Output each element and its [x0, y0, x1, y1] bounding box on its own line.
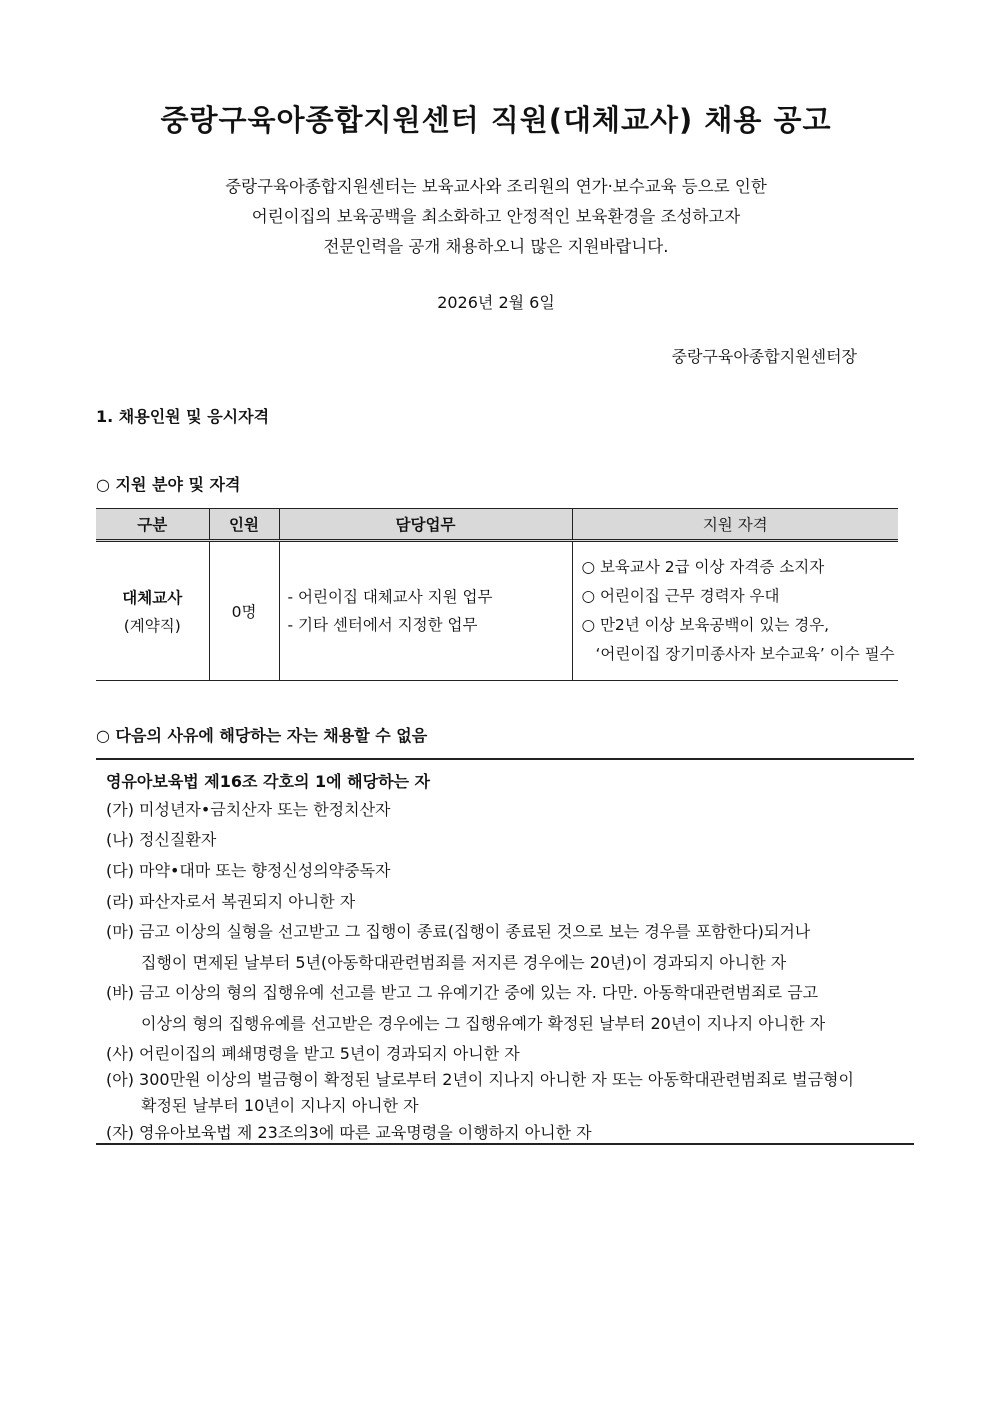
disqualification-item-continued: 이상의 형의 집행유예를 선고받은 경우에는 그 집행유예가 확정된 날부터 20년이 지나지 아니한 자: [141, 1014, 826, 1033]
header-cell: 구분: [96, 509, 209, 541]
disqualification-item: (사) 어린이집의 폐쇄명령을 받고 5년이 경과되지 아니한 자: [106, 1044, 520, 1063]
role-cell: [96, 541, 209, 681]
duties-cell: [279, 541, 572, 681]
table-header-row: [96, 509, 898, 541]
announcement-date: 2026년 2월 6일: [437, 293, 555, 312]
role-title: 대체교사: [122, 589, 183, 607]
intro-paragraph: [0, 172, 992, 262]
section-heading: 1. 채용인원 및 응시자격: [96, 407, 270, 426]
signer: 중랑구육아종합지원센터장: [671, 347, 857, 366]
qualification-item: ○ 어린이집 근무 경력자 우대: [581, 587, 780, 605]
subsection-heading: ○ 지원 분야 및 자격: [96, 475, 241, 494]
disqualification-item: (나) 정신질환자: [106, 830, 217, 849]
duty-item: - 기타 센터에서 지정한 업무: [287, 616, 478, 634]
disqualification-item: (라) 파산자로서 복권되지 아니한 자: [106, 892, 356, 911]
table-row: [96, 541, 898, 681]
disqualification-item: (다) 마약•대마 또는 향정신성의약중독자: [106, 861, 391, 880]
qualification-item: ○ 만2년 이상 보육공백이 있는 경우,: [581, 616, 830, 634]
duty-item: - 어린이집 대체교사 지원 업무: [287, 588, 493, 606]
role-note: (계약직): [123, 617, 181, 635]
header-cell: 지원 자격: [572, 509, 898, 541]
disqualification-item-continued: 집행이 면제된 날부터 5년(아동학대관련범죄를 저지른 경우에는 20년)이 경과되지 아니한 자: [141, 953, 787, 972]
header-cell: 담당업무: [279, 509, 572, 541]
qualifications-cell: [572, 541, 898, 681]
page-title: 중랑구육아종합지원센터 직원(대체교사) 채용 공고: [160, 103, 832, 137]
disqualification-item-continued: 확정된 날부터 10년이 지나지 아니한 자: [141, 1096, 419, 1115]
qualification-item: ‘어린이집 장기미종사자 보수교육’ 이수 필수: [595, 645, 895, 663]
intro-line: 중랑구육아종합지원센터는 보육교사와 조리원의 연가·보수교육 등으로 인한: [225, 177, 767, 196]
disqualification-item: (자) 영유아보육법 제 23조의3에 따른 교육명령을 이행하지 아니한 자: [106, 1123, 592, 1142]
disqualification-item: (아) 300만원 이상의 벌금형이 확정된 날로부터 2년이 지나지 아니한 자 또는 아동학대관련범죄로 벌금형이: [106, 1070, 854, 1089]
count-cell: 0명: [209, 541, 279, 681]
qualification-item: ○ 보육교사 2급 이상 자격증 소지자: [581, 558, 825, 576]
intro-line: 어린이집의 보육공백을 최소화하고 안정적인 보육환경을 조성하고자: [251, 207, 741, 226]
header-cell: 인원: [209, 509, 279, 541]
disqualification-item: (바) 금고 이상의 형의 집행유예 선고를 받고 그 유예기간 중에 있는 자. 다만. 아동학대관련범죄로 금고: [106, 983, 819, 1002]
disqualification-box: [96, 758, 914, 1145]
recruitment-table: [96, 508, 898, 681]
subsection-heading: ○ 다음의 사유에 해당하는 자는 채용할 수 없음: [96, 726, 428, 745]
disqualification-item: (마) 금고 이상의 실형을 선고받고 그 집행이 종료(집행이 종료된 것으로 보는 경우를 포함한다)되거나: [106, 922, 811, 941]
disqualification-heading: 영유아보육법 제16조 각호의 1에 해당하는 자: [106, 772, 431, 791]
disqualification-item: (가) 미성년자•금치산자 또는 한정치산자: [106, 800, 391, 819]
intro-line: 전문인력을 공개 채용하오니 많은 지원바랍니다.: [323, 237, 669, 256]
